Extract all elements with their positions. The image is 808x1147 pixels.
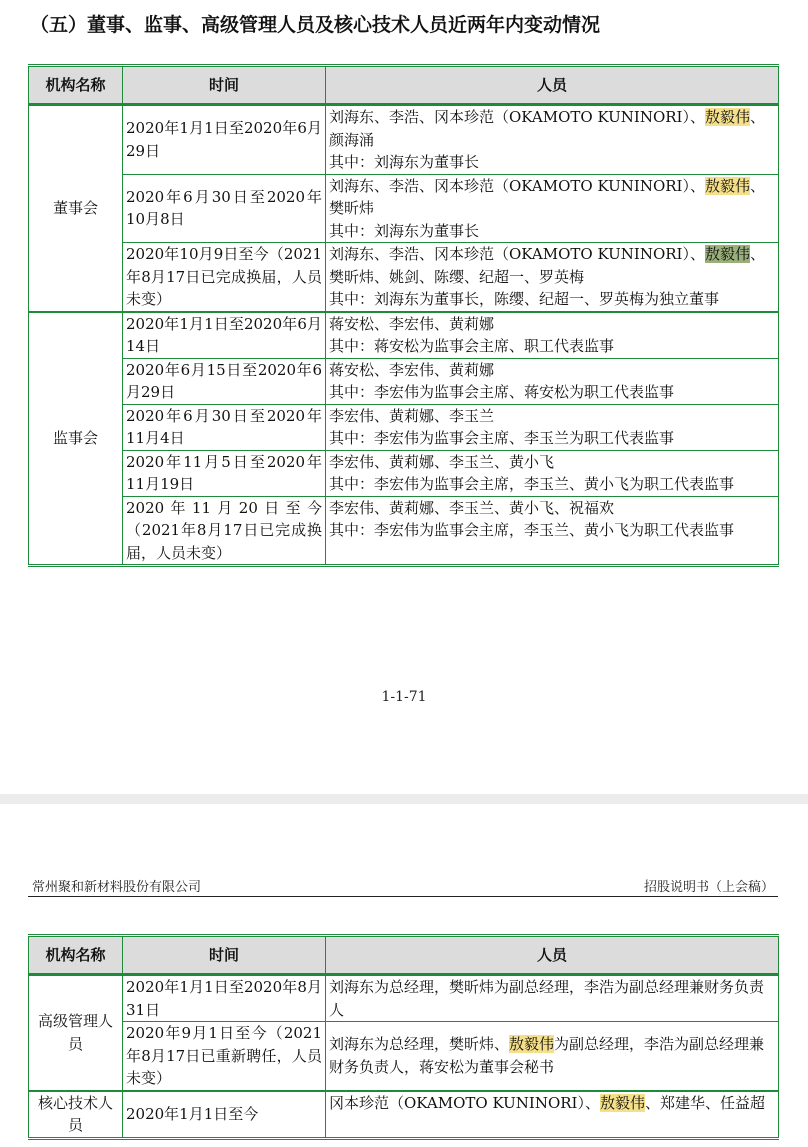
org-cell-supervisors: 监事会 bbox=[29, 312, 123, 566]
people-text: 李宏伟、黄莉娜、李玉兰、黄小飞、祝福欢 bbox=[329, 498, 615, 517]
role-note: 其中：李宏伟为监事会主席、李玉兰为职工代表监事 bbox=[329, 429, 675, 447]
time-cell: 2020年1月1日至2020年6月29日 bbox=[123, 105, 326, 175]
people-text: 、颜海涌 bbox=[329, 108, 765, 149]
people-text: 蒋安松、李宏伟、黄莉娜 bbox=[329, 360, 495, 379]
org-cell-senior-management: 高级管理人员 bbox=[29, 975, 123, 1091]
time-cell: 2020年10月9日至今（2021年8月17日已完成换届，人员未变） bbox=[123, 243, 326, 312]
people-text: 刘海东、李浩、冈本珍范（OKAMOTO KUNINORI）、 bbox=[329, 245, 705, 263]
role-note: 其中：刘海东为董事长，陈缨、纪超一、罗英梅为独立董事 bbox=[329, 290, 720, 308]
people-cell bbox=[326, 312, 779, 359]
section-title: （五）董事、监事、高级管理人员及核心技术人员近两年内变动情况 bbox=[30, 14, 601, 36]
table-row bbox=[29, 450, 779, 496]
time-cell: 2020年6月30日至2020年11月4日 bbox=[123, 404, 326, 450]
time-cell: 2020年6月15日至2020年6月29日 bbox=[123, 358, 326, 404]
column-header-people: 人员 bbox=[326, 66, 779, 105]
table-row bbox=[29, 312, 779, 359]
people-cell bbox=[326, 174, 779, 243]
people-cell: 刘海东为总经理，樊昕炜为副总经理，李浩为副总经理兼财务负责人 bbox=[326, 975, 779, 1022]
company-name: 常州聚和新材料股份有限公司 bbox=[32, 880, 202, 895]
people-text: 李宏伟、黄莉娜、李玉兰 bbox=[329, 406, 495, 425]
time-cell: 2020年1月1日至2020年6月14日 bbox=[123, 312, 326, 359]
role-note: 其中：李宏伟为监事会主席，李玉兰、黄小飞为职工代表监事 bbox=[329, 521, 735, 539]
org-cell-core-tech: 核心技术人员 bbox=[29, 1091, 123, 1139]
time-cell: 2020年1月1日至今 bbox=[123, 1091, 326, 1139]
role-note: 其中：刘海东为董事长 bbox=[329, 221, 480, 240]
highlighted-name: 敖毅伟 bbox=[704, 245, 750, 263]
people-cell bbox=[326, 358, 779, 404]
people-text: 冈本珍范（OKAMOTO KUNINORI）、 bbox=[329, 1093, 600, 1112]
column-header-org: 机构名称 bbox=[29, 936, 123, 975]
role-note: 其中：李宏伟为监事会主席，李玉兰、黄小飞为职工代表监事 bbox=[329, 475, 735, 493]
table-row bbox=[29, 975, 779, 1022]
people-cell bbox=[326, 243, 779, 312]
table-row bbox=[29, 1022, 779, 1091]
document-type: 招股说明书（上会稿） bbox=[643, 880, 774, 895]
highlighted-name: 敖毅伟 bbox=[704, 108, 750, 126]
table-row bbox=[29, 174, 779, 243]
running-header bbox=[28, 874, 778, 897]
people-cell bbox=[326, 105, 779, 175]
column-header-time: 时间 bbox=[123, 66, 326, 105]
highlighted-name: 敖毅伟 bbox=[599, 1093, 645, 1112]
people-text: 为副总经理，李浩为副总经理兼财务负责人，蒋安松为董事会秘书 bbox=[329, 1035, 765, 1076]
role-note: 其中：蒋安松为监事会主席、职工代表监事 bbox=[329, 337, 615, 355]
page-separator bbox=[0, 794, 808, 804]
table-row bbox=[29, 105, 779, 175]
people-text: 刘海东、李浩、冈本珍范（OKAMOTO KUNINORI）、 bbox=[329, 108, 705, 126]
role-note: 其中：李宏伟为监事会主席、蒋安松为职工代表监事 bbox=[329, 383, 675, 401]
highlighted-name: 敖毅伟 bbox=[704, 176, 750, 195]
table-header-row bbox=[29, 66, 779, 105]
management-change-table bbox=[28, 934, 779, 1140]
table-row bbox=[29, 243, 779, 312]
people-text: 、樊昕炜 bbox=[329, 176, 765, 217]
people-cell bbox=[326, 496, 779, 566]
time-cell: 2020年11月5日至2020年11月19日 bbox=[123, 450, 326, 496]
table-row bbox=[29, 404, 779, 450]
people-cell bbox=[326, 1022, 779, 1091]
role-note: 其中：刘海东为董事长 bbox=[329, 153, 480, 171]
people-text: 李宏伟、黄莉娜、李玉兰、黄小飞 bbox=[329, 452, 555, 471]
column-header-org: 机构名称 bbox=[29, 66, 123, 105]
page-number: 1-1-71 bbox=[381, 689, 427, 705]
people-text: 、郑建华、任益超 bbox=[644, 1093, 765, 1112]
people-text: 蒋安松、李宏伟、黄莉娜 bbox=[329, 314, 495, 333]
table-row bbox=[29, 1091, 779, 1139]
time-cell: 2020年1月1日至2020年8月31日 bbox=[123, 975, 326, 1022]
column-header-time: 时间 bbox=[123, 936, 326, 975]
highlighted-name: 敖毅伟 bbox=[509, 1035, 555, 1054]
people-text: 刘海东、李浩、冈本珍范（OKAMOTO KUNINORI）、 bbox=[329, 176, 705, 195]
board-change-table bbox=[28, 64, 779, 567]
table-header-row bbox=[29, 936, 779, 975]
people-text: 刘海东为总经理，樊昕炜、 bbox=[329, 1035, 510, 1054]
table-row bbox=[29, 496, 779, 566]
column-header-people: 人员 bbox=[326, 936, 779, 975]
time-cell: 2020年9月1日至今（2021年8月17日已重新聘任，人员未变） bbox=[123, 1022, 326, 1091]
table-row bbox=[29, 358, 779, 404]
people-cell bbox=[326, 1091, 779, 1139]
people-cell bbox=[326, 404, 779, 450]
time-cell: 2020年11月20日至今（2021年8月17日已完成换届，人员未变） bbox=[123, 496, 326, 566]
time-cell: 2020年6月30日至2020年10月8日 bbox=[123, 174, 326, 243]
people-cell bbox=[326, 450, 779, 496]
org-cell-board: 董事会 bbox=[29, 105, 123, 312]
document-page-2 bbox=[0, 804, 808, 1147]
people-text: 、樊昕炜、姚剑、陈缨、纪超一、罗英梅 bbox=[329, 245, 765, 286]
